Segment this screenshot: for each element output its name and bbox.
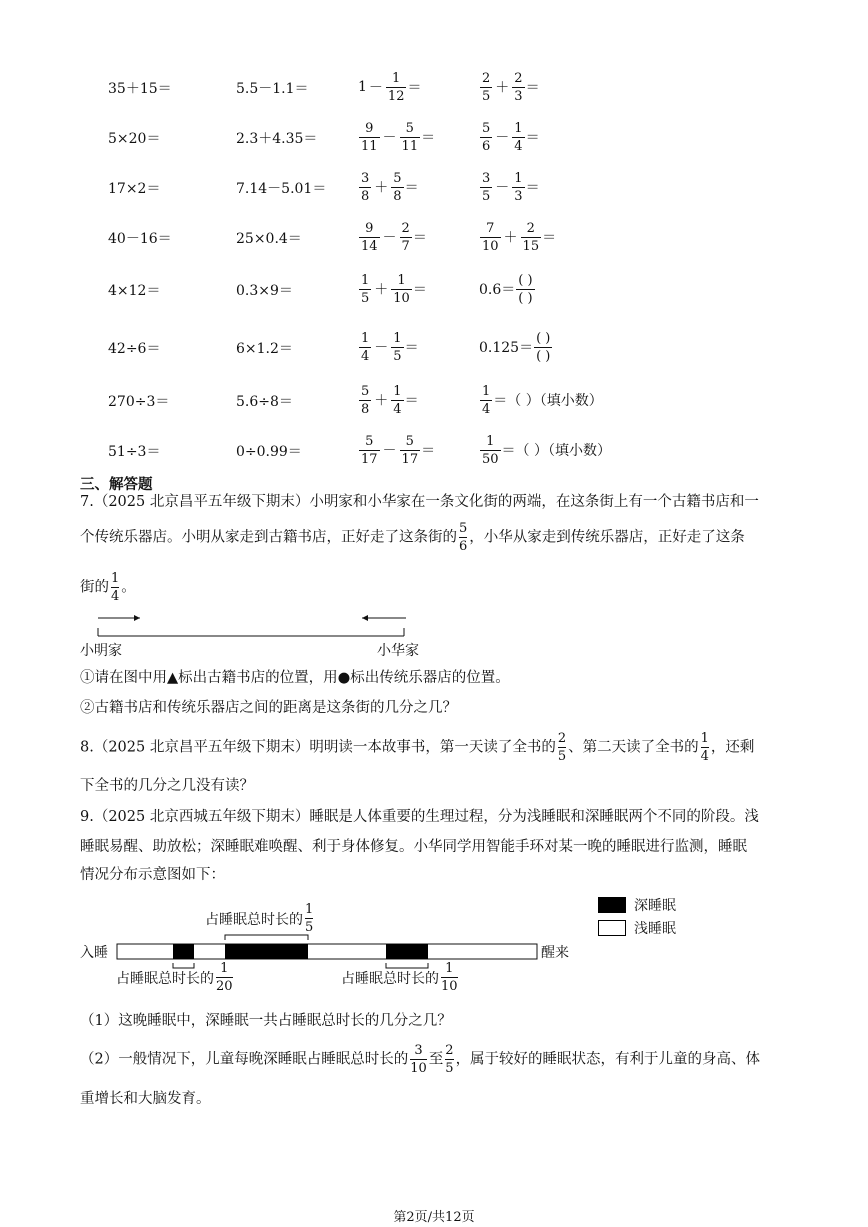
q9-line1: 9.（2025 北京西城五年级下期末）睡眠是人体重要的生理过程，分为浅睡眠和深睡眠两个不同的阶段。浅 <box>80 809 759 825</box>
top-caption: 占睡眠总时长的 $\frac{1}{5}$ <box>205 902 314 935</box>
section-title: 三、解答题 <box>80 476 153 493</box>
arith-fraction-item: $\frac{5}{17}$ － $\frac{5}{17}$ ＝ <box>361 433 436 467</box>
fraction: $\frac{3}{8}$ <box>361 170 370 204</box>
q7-frac-1-4: $\frac{1}{4}$ <box>111 571 120 604</box>
fraction: $\frac{5}{17}$ <box>401 433 419 467</box>
arith-item: 42÷6＝ <box>108 341 161 357</box>
arith-item: 2.3＋4.35＝ <box>236 131 318 147</box>
br-frac-1-10: $\frac{1}{10}$ <box>441 961 458 994</box>
fraction: $\frac{9}{11}$ <box>361 120 378 154</box>
q9-sub2-line1: （2）一般情况下，儿童每晚深睡眠占睡眠总时长的 $\frac{3}{10}$ 至 $\frac{2}{5}$ ，属于较好的睡眠状态，有利于儿童的身高、体 <box>80 1043 761 1076</box>
deep-sleep-segment-2 <box>225 944 308 959</box>
fraction: $\frac{1}{12}$ <box>387 70 405 104</box>
label-xiaoming-home: 小明家 <box>80 643 122 659</box>
arith-item: 51÷3＝ <box>108 444 161 460</box>
q7-frac-5-6: $\frac{5}{6}$ <box>459 521 468 554</box>
q7-line1: 7.（2025 北京昌平五年级下期末）小明家和小华家在一条文化街的两端，在这条街上有一个古籍书店和一 <box>80 494 759 510</box>
arith-item: 7.14－5.01＝ <box>236 181 327 197</box>
q9-frac-3-10: $\frac{3}{10}$ <box>410 1043 427 1076</box>
bl-frac-1-20: $\frac{1}{20}$ <box>216 961 233 994</box>
arith-fraction-item: $\frac{9}{11}$ － $\frac{5}{11}$ ＝ <box>361 120 436 154</box>
arith-item: 25×0.4＝ <box>236 231 302 247</box>
arith-item: 5.6÷8＝ <box>236 394 293 410</box>
arith-item: 6×1.2＝ <box>236 341 293 357</box>
arith-fraction-item: 0.125＝ $\frac{( )}{( )}$ <box>479 330 551 364</box>
fraction: $\frac{5}{8}$ <box>361 383 370 417</box>
arith-fraction-item: $\frac{2}{5}$ ＋ $\frac{2}{3}$ ＝ <box>482 70 540 104</box>
q8-frac-2-5: $\frac{2}{5}$ <box>557 731 567 764</box>
arith-fraction-item: $\frac{1}{50}$ ＝（ ）（填小数） <box>482 433 611 467</box>
q9-line3: 情况分布示意图如下： <box>80 867 225 883</box>
top-frac-1-5: $\frac{1}{5}$ <box>305 902 314 935</box>
q8-line2: 下全书的几分之几没有读？ <box>80 778 254 794</box>
arith-fraction-item: $\frac{9}{14}$ － $\frac{2}{7}$ ＝ <box>361 220 427 254</box>
arith-fraction-item: $\frac{5}{6}$ － $\frac{1}{4}$ ＝ <box>482 120 540 154</box>
fraction: $\frac{5}{6}$ <box>482 120 491 154</box>
arith-fraction-item: $\frac{1}{4}$ － $\frac{1}{5}$ ＝ <box>361 330 419 364</box>
fraction: $\frac{9}{14}$ <box>361 220 378 254</box>
street-diagram <box>90 608 420 648</box>
q9-frac-2-5: $\frac{2}{5}$ <box>445 1043 454 1076</box>
deep-sleep-segment-3 <box>386 944 428 959</box>
fraction: $\frac{2}{15}$ <box>522 220 540 254</box>
arith-item: 5×20＝ <box>108 131 161 147</box>
label-xiaohua-home: 小华家 <box>377 643 419 659</box>
fraction: $\frac{1}{4}$ <box>482 383 491 417</box>
legend-deep-swatch <box>598 897 626 913</box>
q9-line2: 睡眠易醒、助放松；深睡眠难唤醒、利于身体修复。小华同学用智能手环对某一晚的睡眠进行监测，睡眠 <box>80 839 747 855</box>
arith-fraction-item: 1 － $\frac{1}{12}$ ＝ <box>358 70 422 104</box>
q7-line3: 街的 $\frac{1}{4}$ 。 <box>80 571 136 604</box>
fraction: $\frac{2}{7}$ <box>401 220 410 254</box>
legend-light-label: 浅睡眠 <box>634 921 676 937</box>
fraction: $\frac{1}{4}$ <box>393 383 402 417</box>
arith-item: 5.5－1.1＝ <box>236 81 309 97</box>
fraction: $\frac{2}{5}$ <box>482 70 491 104</box>
fraction: $\frac{1}{5}$ <box>393 330 402 364</box>
arith-fraction-item: $\frac{3}{8}$ ＋ $\frac{5}{8}$ ＝ <box>361 170 419 204</box>
fraction: $\frac{1}{10}$ <box>393 272 410 306</box>
fraction: $\frac{7}{10}$ <box>482 220 499 254</box>
q9-sub1: （1）这晚睡眠中，深睡眠一共占睡眠总时长的几分之几？ <box>80 1013 452 1029</box>
bottom-left-caption: 占睡眠总时长的 $\frac{1}{20}$ <box>116 961 233 994</box>
arith-item: 17×2＝ <box>108 181 161 197</box>
q9-sub2-line2: 重增长和大脑发育。 <box>80 1091 211 1107</box>
bottom-right-caption: 占睡眠总时长的 $\frac{1}{10}$ <box>341 961 458 994</box>
arith-fraction-item: 0.6＝ $\frac{( )}{( )}$ <box>479 272 533 306</box>
arith-fraction-item: $\frac{5}{8}$ ＋ $\frac{1}{4}$ ＝ <box>361 383 419 417</box>
fraction: $\frac{5}{8}$ <box>393 170 402 204</box>
q8-line1: 8.（2025 北京昌平五年级下期末）明明读一本故事书，第一天读了全书的 $\frac{2}{5}$ 、第二天读了全书的 $\frac{1}{4}$ ，还剩 <box>80 731 755 764</box>
fraction: $\frac{1}{4}$ <box>361 330 370 364</box>
arith-item: 35＋15＝ <box>108 81 172 97</box>
q8-frac-1-4: $\frac{1}{4}$ <box>700 731 709 764</box>
fraction: $\frac{3}{5}$ <box>482 170 491 204</box>
fraction: $\frac{5}{11}$ <box>401 120 419 154</box>
legend-light-swatch <box>598 920 626 936</box>
q7-sub1: ①请在图中用▲标出古籍书店的位置，用●标出传统乐器店的位置。 <box>80 670 510 686</box>
fraction: $\frac{( )}{( )}$ <box>518 272 533 306</box>
deep-sleep-segment-1 <box>173 944 194 959</box>
arith-fraction-item: $\frac{1}{4}$ ＝（ ）（填小数） <box>482 383 603 417</box>
arith-item: 4×12＝ <box>108 283 161 299</box>
arith-item: 40－16＝ <box>108 231 172 247</box>
arith-fraction-item: $\frac{7}{10}$ ＋ $\frac{2}{15}$ ＝ <box>482 220 557 254</box>
arith-item: 0÷0.99＝ <box>236 444 302 460</box>
fraction: $\frac{5}{17}$ <box>361 433 378 467</box>
label-fall-asleep: 入睡 <box>80 945 108 961</box>
arith-item: 0.3×9＝ <box>236 283 293 299</box>
fraction: $\frac{1}{3}$ <box>514 170 523 204</box>
arith-item: 270÷3＝ <box>108 394 170 410</box>
arith-fraction-item: $\frac{1}{5}$ ＋ $\frac{1}{10}$ ＝ <box>361 272 427 306</box>
page-footer: 第2页/共12页 <box>393 1210 475 1225</box>
fraction: $\frac{2}{3}$ <box>514 70 523 104</box>
fraction: $\frac{1}{5}$ <box>361 272 370 306</box>
q7-sub2: ②古籍书店和传统乐器店之间的距离是这条街的几分之几？ <box>80 700 457 716</box>
legend-deep-label: 深睡眠 <box>634 898 676 914</box>
label-wake-up: 醒来 <box>541 945 569 961</box>
fraction: $\frac{( )}{( )}$ <box>536 330 551 364</box>
arith-fraction-item: $\frac{3}{5}$ － $\frac{1}{3}$ ＝ <box>482 170 540 204</box>
q7-line2: 个传统乐器店。小明从家走到古籍书店，正好走了这条街的 $\frac{5}{6}$ ，小华从家走到传统乐器店，正好走了这条 <box>80 521 745 554</box>
fraction: $\frac{1}{50}$ <box>482 433 499 467</box>
fraction: $\frac{1}{4}$ <box>514 120 523 154</box>
